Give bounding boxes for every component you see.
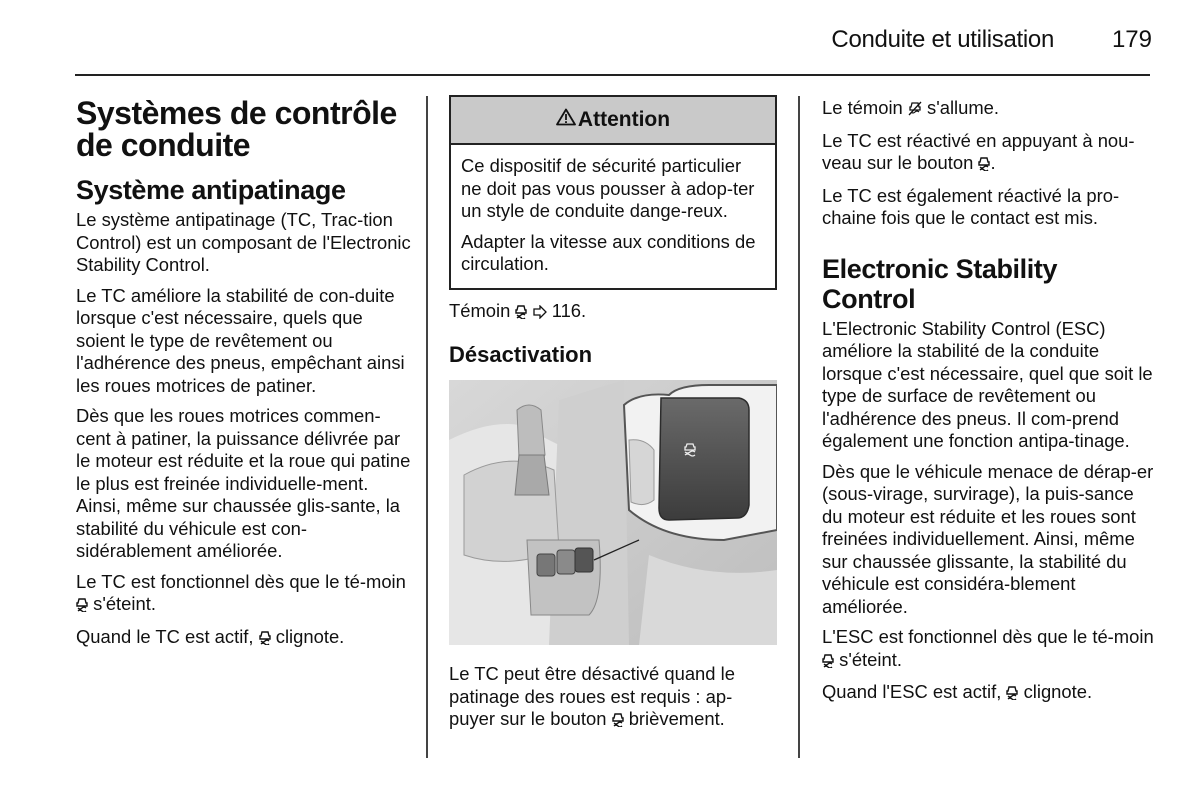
text-fragment: 116. <box>551 299 587 321</box>
tc-warning-light-icon <box>76 595 88 618</box>
warning-body <box>451 145 775 288</box>
text-fragment: Quand le TC est actif, <box>76 625 254 647</box>
tc-button-icon <box>612 710 624 733</box>
text-fragment: clignote. <box>275 625 345 647</box>
column-divider-1 <box>426 96 428 758</box>
paragraph <box>76 571 411 618</box>
paragraph <box>76 626 411 651</box>
column-1 <box>76 97 411 658</box>
subsection-title-deactivation: Désactivation <box>449 342 593 367</box>
chapter-title <box>76 97 411 161</box>
column-2 <box>449 95 777 741</box>
text-fragment: Le témoin <box>822 97 903 118</box>
paragraph: Dès que le véhicule menace de dérap-er (sous-virage, survirage), la puis-sance du moteur est réduite et les roues sont freinées individuellement. Ainsi, même sur chaussée glissante, la stabilité du véhicule est considéra-blement améliorée. <box>822 460 1154 617</box>
page-number: 179 <box>1111 26 1152 53</box>
text-fragment: Quand l'ESC est actif, <box>822 681 1002 702</box>
text-fragment: Le TC est réactivé en appuyant à nou-veau sur le bouton <box>822 129 1135 173</box>
text-fragment: Le TC peut être désactivé quand le patinage des roues est requis : ap-puyer sur le bouton <box>449 663 735 729</box>
text-fragment: clignote. <box>1023 681 1093 702</box>
paragraph <box>822 626 1157 673</box>
column-3 <box>822 95 1157 714</box>
page-header-title: Conduite et utilisation <box>831 26 1054 53</box>
page-reference <box>449 300 777 325</box>
section-title-esc: Electronic Stability Control <box>822 253 1058 314</box>
text-fragment: brièvement. <box>628 708 725 729</box>
paragraph: Dès que les roues motrices commen-cent à patiner, la puissance délivrée par le moteur est réduite et la roue qui patine le plus est freinée individuelle-ment. Ainsi, même sur chaussée glis-sante, la stabilité du véhicule est con-sidérablement améliorée. <box>76 405 411 561</box>
text-fragment: s'éteint. <box>93 593 156 614</box>
console-button-photo <box>449 380 777 645</box>
warning-header <box>451 97 775 145</box>
paragraph <box>449 663 777 733</box>
paragraph: Le système antipatinage (TC, Trac-tion Control) est un composant de l'Electronic Stability Control. <box>76 209 411 275</box>
tc-off-light-icon <box>908 99 922 122</box>
warning-box <box>449 95 777 290</box>
tc-button-icon <box>978 154 990 177</box>
text-fragment: Le TC est fonctionnel dès que le té-moin <box>76 570 406 592</box>
paragraph: Le TC est également réactivé la pro-chaine fois que le contact est mis. <box>822 184 1120 228</box>
text-fragment: s'éteint. <box>839 648 902 670</box>
tc-warning-light-icon <box>515 302 527 325</box>
column-divider-2 <box>798 96 800 758</box>
chapter-title-line-1: Systèmes de contrôle <box>76 95 397 131</box>
paragraph: Le TC améliore la stabilité de con-duite lorsque c'est nécessaire, quels que soient le type de revêtement ou l'adhérence des pneus, empêchant ainsi les roues motrices de patiner. <box>76 284 405 396</box>
page-reference-arrow-icon <box>533 302 547 325</box>
text-fragment: s'allume. <box>927 97 1000 118</box>
text-fragment: . <box>990 152 996 173</box>
warning-title: Attention <box>577 107 671 131</box>
header-divider <box>75 74 1150 76</box>
text-fragment: Témoin <box>449 299 511 321</box>
paragraph: L'Electronic Stability Control (ESC) améliore la stabilité de la conduite lorsque c'est nécessaire, quel que soit le type de surface de revêtement ou l'adhérence des pneus. Il com-prend également une fonction antipa-tinage. <box>822 317 1153 451</box>
warning-triangle-icon <box>556 108 578 132</box>
section-title-tc: Système antipatinage <box>76 175 346 205</box>
warning-paragraph: Adapter la vitesse aux conditions de circulation. <box>461 230 756 274</box>
chapter-title-line-2: de conduite <box>76 127 251 163</box>
tc-warning-light-icon <box>1006 683 1018 706</box>
paragraph <box>822 681 1157 706</box>
paragraph <box>822 130 1157 177</box>
warning-paragraph: Ce dispositif de sécurité particulier ne doit pas vous pousser à adop-ter un style de conduite dange-reux. <box>461 155 755 221</box>
tc-warning-light-icon <box>822 651 834 674</box>
text-fragment: L'ESC est fonctionnel dès que le té-moin <box>822 626 1154 647</box>
paragraph <box>822 97 1157 122</box>
tc-warning-light-icon <box>259 628 271 651</box>
